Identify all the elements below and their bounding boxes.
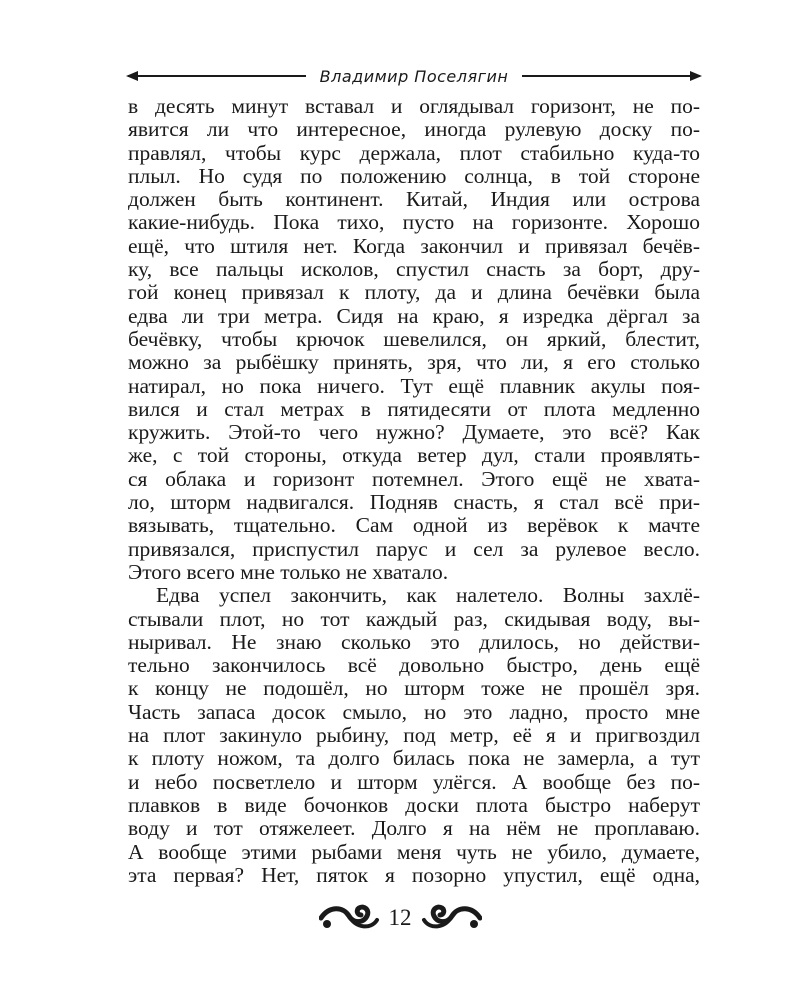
paragraph-2	[128, 584, 700, 887]
text-line: ныривал. Не знаю сколько это длилось, но действи-	[128, 629, 700, 654]
text-line: и небо посветлело и шторм улёгся. А вообще без по-	[128, 769, 700, 794]
text-line: ло, шторм надвигался. Подняв снасть, я стал всё при-	[128, 490, 700, 515]
text-line: Этого всего мне только не хватало.	[128, 559, 449, 584]
text-line: на плот закинуло рыбину, под метр, её я и пригвоздил	[128, 723, 700, 748]
text-line: Едва успел закончить, как налетело. Волны захлё-	[156, 583, 700, 608]
text-line: натирал, но пока ничего. Тут ещё плавник акулы поя-	[128, 373, 700, 398]
text-line: к плоту ножом, та долго билась пока не замерла, а тут	[128, 746, 700, 771]
text-line: бечёвку, чтобы крючок шевелился, он яркий, блестит,	[128, 326, 700, 351]
text-line: должен быть континент. Китай, Индия или острова	[128, 187, 700, 212]
text-line: привязался, приспустил парус и сел за рулевое весло.	[128, 536, 700, 561]
paragraph-1	[128, 95, 700, 584]
text-line: вязывать, тщательно. Сам одной из верёвок к мачте	[128, 513, 700, 538]
text-line: воду и тот отяжелеет. Долго я на нём не проплаваю.	[128, 816, 700, 841]
text-line: гой конец привязал к плоту, да и длина бечёвки была	[128, 280, 700, 305]
text-line: к концу не подошёл, но шторм тоже не прошёл зря.	[128, 676, 700, 701]
text-line: можно за рыбёшку принять, зря, что ли, я его столько	[128, 350, 700, 375]
text-line: тельно закончилось всё довольно быстро, день ещё	[128, 653, 700, 678]
text-line: А вообще этими рыбами меня чуть не убило, думаете,	[128, 839, 700, 864]
text-line: вился и стал метрах в пятидесяти от плота медленно	[128, 396, 700, 421]
text-line: едва ли три метра. Сидя на краю, я изредка дёргал за	[128, 303, 700, 328]
running-header	[128, 64, 700, 88]
text-line: кружить. Этой-то чего нужно? Думаете, это всё? Как	[128, 420, 700, 445]
header-rule-right	[522, 75, 700, 77]
text-line: правлял, чтобы курс держала, плот стабильно куда-то	[128, 140, 700, 165]
text-line: Часть запаса досок смыло, но это ладно, просто мне	[128, 699, 700, 724]
text-line: ку, все пальцы исколов, спустил снасть за борт, дру-	[128, 257, 700, 282]
text-line: ся облака и горизонт потемнел. Этого ещё не хвата-	[128, 466, 700, 491]
text-line: плавков в виде бочонков доски плота быстро наберут	[128, 792, 700, 817]
text-line: явится ли что интересное, иногда рулевую доску по-	[128, 117, 700, 142]
page-body	[128, 95, 700, 887]
text-line: эта первая? Нет, пяток я позорно упустил, ещё одна,	[128, 862, 700, 887]
author-name: Владимир Поселягин	[319, 66, 509, 86]
text-line: какие-нибудь. Пока тихо, пусто на горизонте. Хорошо	[128, 210, 700, 235]
header-rule-left	[128, 75, 306, 77]
page-number: 12	[388, 905, 412, 930]
swirl-ornament-right-icon	[420, 898, 482, 938]
text-line: в десять минут вставал и оглядывал горизонт, не по-	[128, 94, 700, 118]
text-line: ещё, что штиля нет. Когда закончил и привязал бечёв-	[128, 233, 700, 258]
text-line: стывали плот, но тот каждый раз, скидывая воду, вы-	[128, 606, 700, 631]
text-line: же, с той стороны, откуда ветер дул, стали проявлять-	[128, 443, 700, 468]
swirl-ornament-left-icon	[319, 898, 381, 938]
page-footer	[300, 896, 500, 940]
text-line: плыл. Но судя по положению солнца, в той стороне	[128, 163, 700, 188]
